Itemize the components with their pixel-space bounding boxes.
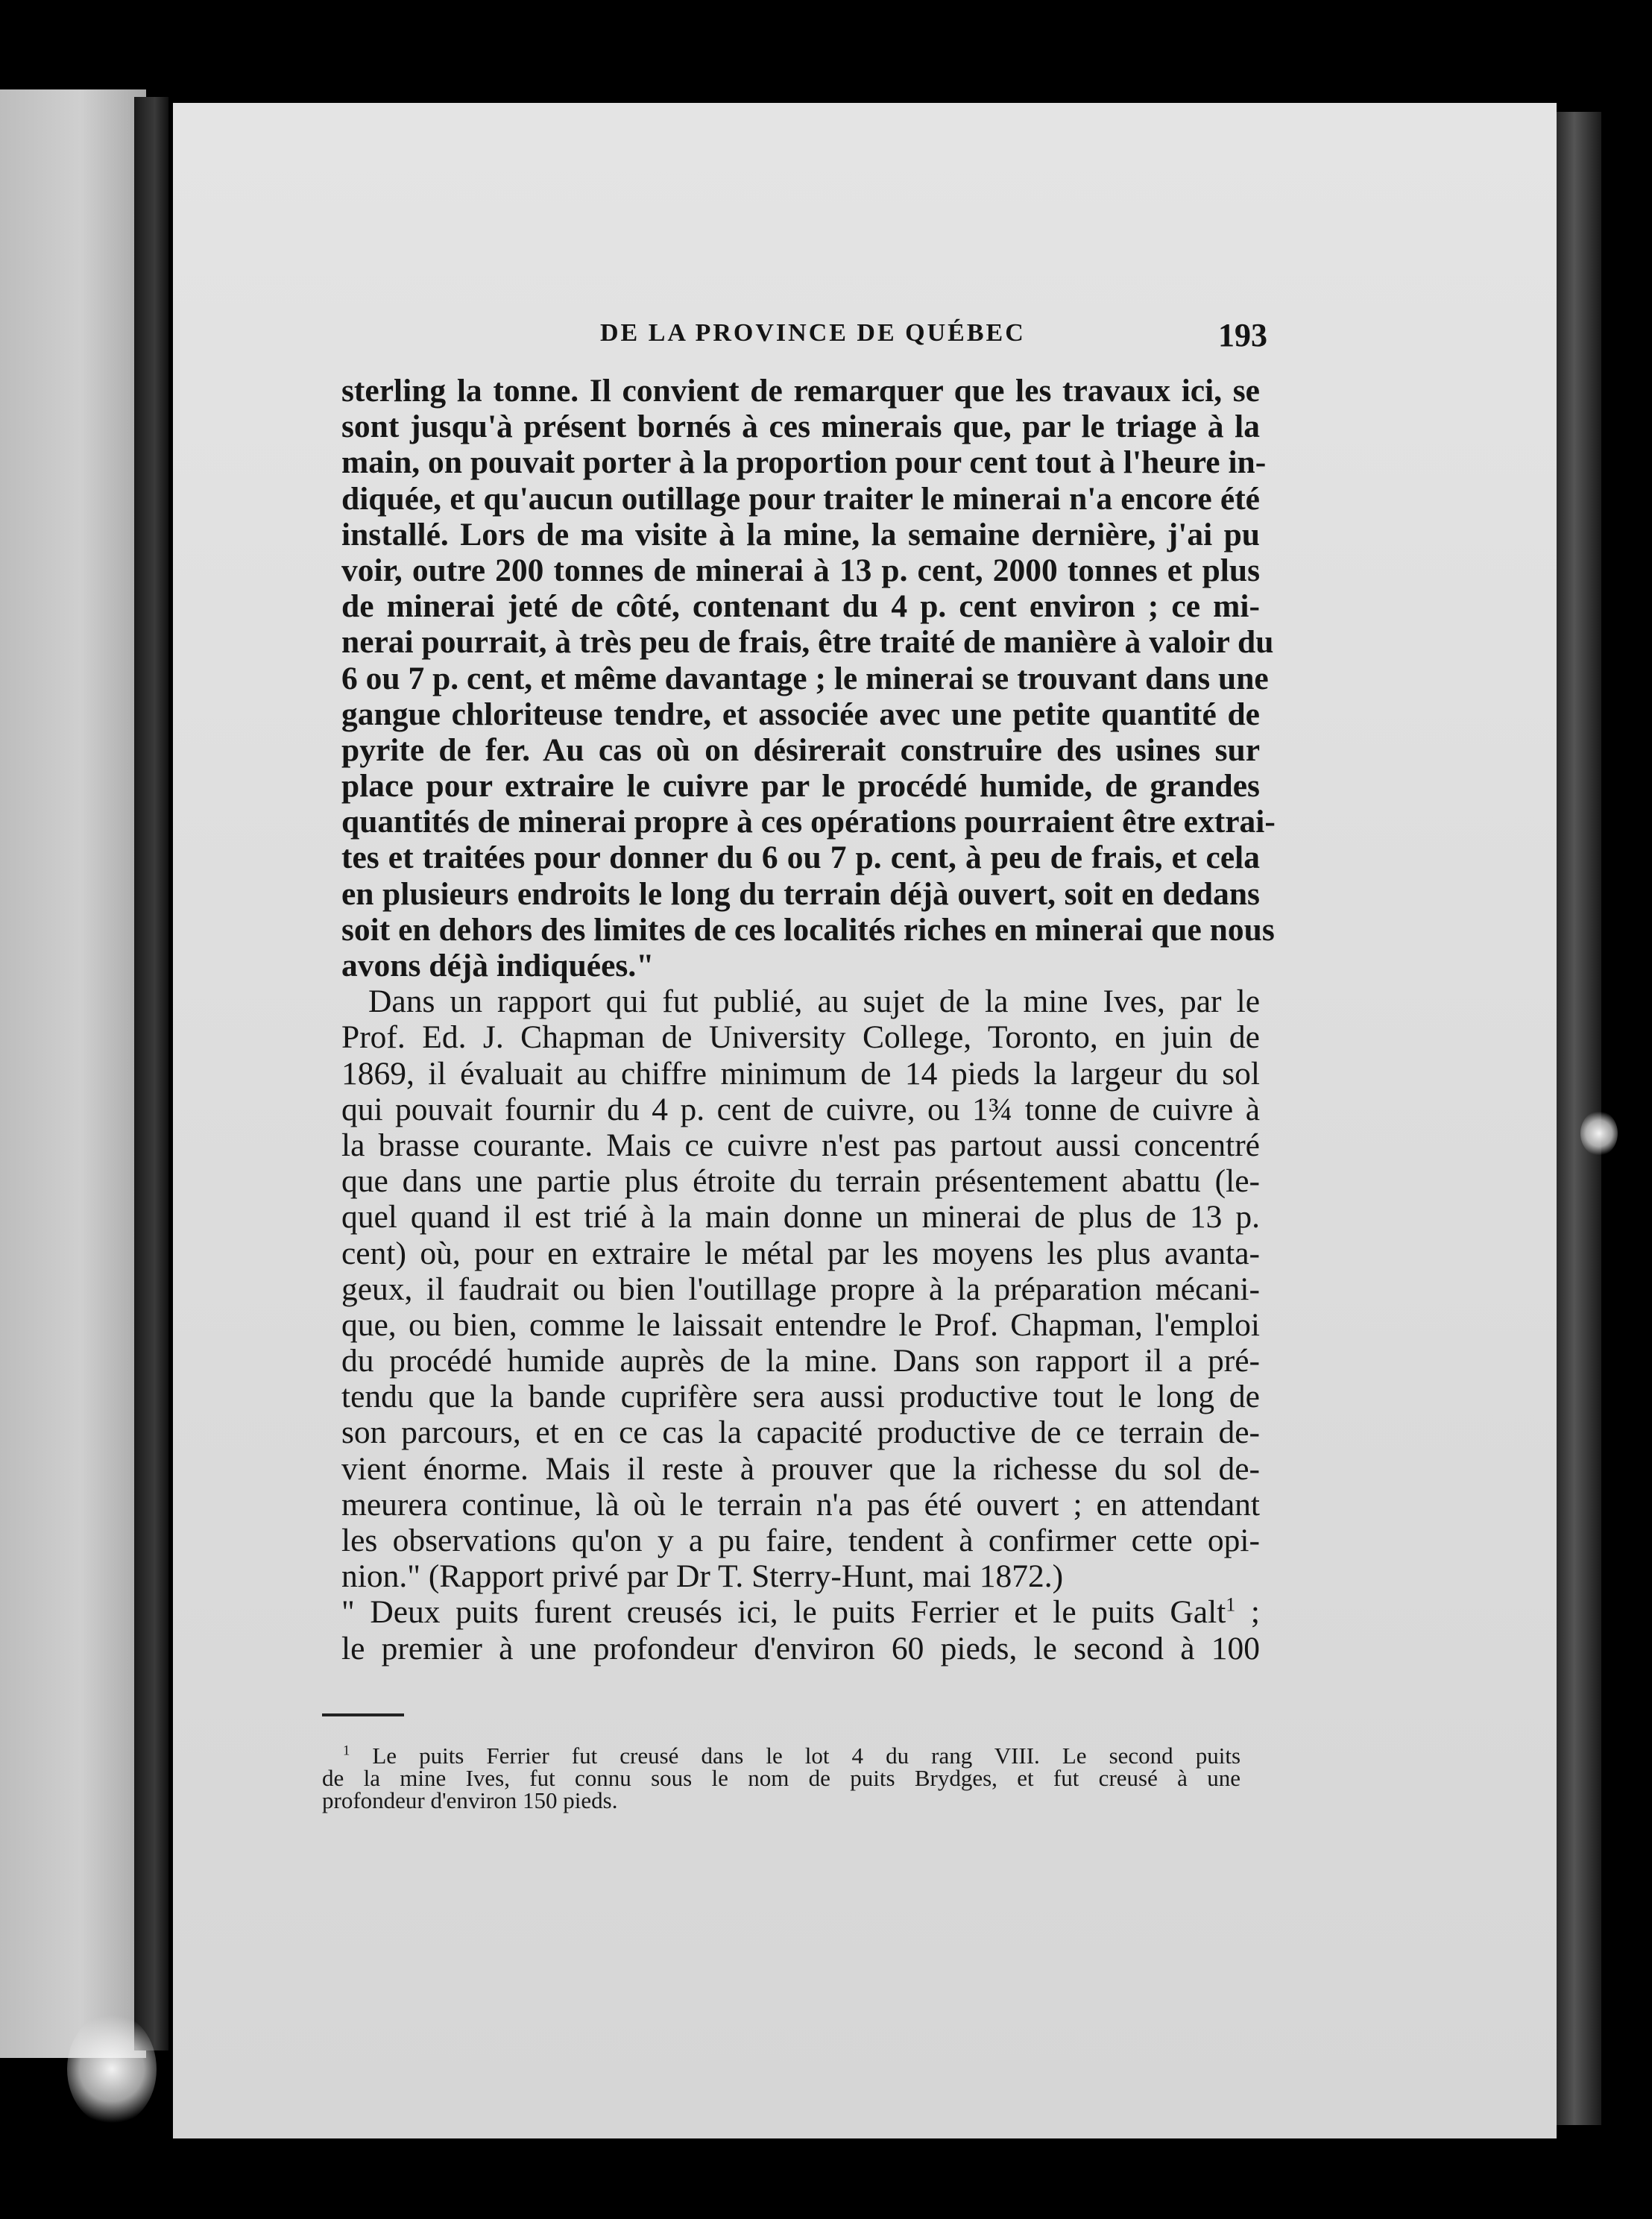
- running-title: DE LA PROVINCE DE QUÉBEC: [600, 319, 1026, 347]
- text-line: qui pouvait fournir du 4 p. cent de cuivre, ou 1¾ tonne de cuivre à: [341, 1091, 1260, 1127]
- text-line: le premier à une profondeur d'environ 60 pieds, le second à 100: [341, 1630, 1260, 1666]
- scan-smudge: [1580, 1111, 1618, 1156]
- text-line-galt-text: " Deux puits furent creusés ici, le puits Ferrier et le puits Galt: [341, 1594, 1226, 1631]
- footnote-marker: 1: [343, 1743, 350, 1759]
- text-line: avons déjà indiquées.": [341, 948, 655, 983]
- text-line: quel quand il est trié à la main donne un minerai de plus de 13 p.: [341, 1199, 1260, 1236]
- text-line: son parcours, et en ce cas la capacité productive de ce terrain de-: [341, 1414, 1260, 1451]
- text-line: soit en dehors des limites de ces localités riches en minerai que nous: [341, 911, 1275, 948]
- text-line: la brasse courante. Mais ce cuivre n'est pas partout aussi concentré: [341, 1127, 1260, 1163]
- text-line: de minerai jeté de côté, contenant du 4 p. cent environ ; ce mi-: [341, 588, 1260, 625]
- text-line: tendu que la bande cuprifère sera aussi productive tout le long de: [341, 1379, 1260, 1415]
- text-line: pyrite de fer. Au cas où on désirerait construire des usines sur: [341, 731, 1260, 768]
- text-line-galt: [341, 1594, 1260, 1630]
- footnote-line: de la mine Ives, fut connu sous le nom de puits Brydges, et fut creusé à une: [322, 1765, 1240, 1791]
- footnotes: [322, 1745, 1240, 1812]
- body-text: [341, 373, 1276, 1666]
- text-line: 1869, il évaluait au chiffre minimum de 14 pieds la largeur du sol: [341, 1055, 1260, 1092]
- text-line: nerai pourrait, à très peu de frais, être traité de manière à valoir du: [341, 624, 1274, 661]
- text-line: sterling la tonne. Il convient de remarquer que les travaux ici, se: [341, 373, 1260, 409]
- text-line-galt-suffix: ;: [1235, 1594, 1261, 1631]
- text-line: geux, il faudrait ou bien l'outillage propre à la préparation mécani-: [341, 1271, 1260, 1307]
- text-line: vient énorme. Mais il reste à prouver que la richesse du sol de-: [341, 1450, 1260, 1487]
- footnote-rule: [322, 1713, 404, 1716]
- text-line: diquée, et qu'aucun outillage pour traiter le minerai n'a encore été: [341, 480, 1260, 517]
- text-line: gangue chloriteuse tendre, et associée avec une petite quantité de: [341, 696, 1260, 732]
- running-header: [343, 319, 1267, 364]
- text-line: que dans une partie plus étroite du terrain présentement abattu (le-: [341, 1163, 1260, 1200]
- footnote-line: [322, 1745, 1240, 1767]
- scan-smudge: [67, 2013, 157, 2125]
- text-line: les observations qu'on y a pu faire, tendent à confirmer cette opi-: [341, 1523, 1260, 1558]
- text-line: que, ou bien, comme le laissait entendre le Prof. Chapman, l'emploi: [341, 1306, 1260, 1343]
- text-line: quantités de minerai propre à ces opérations pourraient être extrai-: [341, 804, 1276, 840]
- text-line: tes et traitées pour donner du 6 ou 7 p. cent, à peu de frais, et cela: [341, 840, 1260, 876]
- text-line: Prof. Ed. J. Chapman de University College, Toronto, en juin de: [341, 1019, 1260, 1056]
- text-line: sont jusqu'à présent bornés à ces minerais que, par le triage à la: [341, 409, 1260, 445]
- text-line: place pour extraire le cuivre par le procédé humide, de grandes: [341, 768, 1260, 805]
- text-line: nion." (Rapport privé par Dr T. Sterry-Hunt, mai 1872.): [341, 1558, 1064, 1595]
- text-line: meurera continue, là où le terrain n'a pas été ouvert ; en attendant: [341, 1486, 1260, 1523]
- text-line: du procédé humide auprès de la mine. Dans son rapport il a pré-: [341, 1343, 1260, 1379]
- adjacent-page-edge: [0, 89, 146, 2058]
- text-line: Dans un rapport qui fut publié, au sujet de la mine Ives, par le: [368, 983, 1260, 1020]
- footnote-line: profondeur d'environ 150 pieds.: [322, 1787, 618, 1813]
- text-line: en plusieurs endroits le long du terrain déjà ouvert, soit en dedans: [341, 875, 1260, 912]
- text-line: 6 ou 7 p. cent, et même davantage ; le minerai se trouvant dans une: [341, 660, 1269, 696]
- page-number: 193: [1218, 317, 1267, 353]
- text-line: installé. Lors de ma visite à la mine, la semaine dernière, j'ai pu: [341, 516, 1260, 553]
- text-line: voir, outre 200 tonnes de minerai à 13 p. cent, 2000 tonnes et plus: [341, 552, 1260, 588]
- text-line: main, on pouvait porter à la proportion pour cent tout à l'heure in-: [341, 444, 1267, 481]
- text-line: cent) où, pour en extraire le métal par les moyens les plus avanta-: [341, 1235, 1260, 1271]
- book-gutter: [134, 97, 168, 2050]
- footnote-ref: 1: [1226, 1593, 1236, 1616]
- footnote-text: Le puits Ferrier fut creusé dans le lot 4 du rang VIII. Le second puits: [372, 1743, 1241, 1769]
